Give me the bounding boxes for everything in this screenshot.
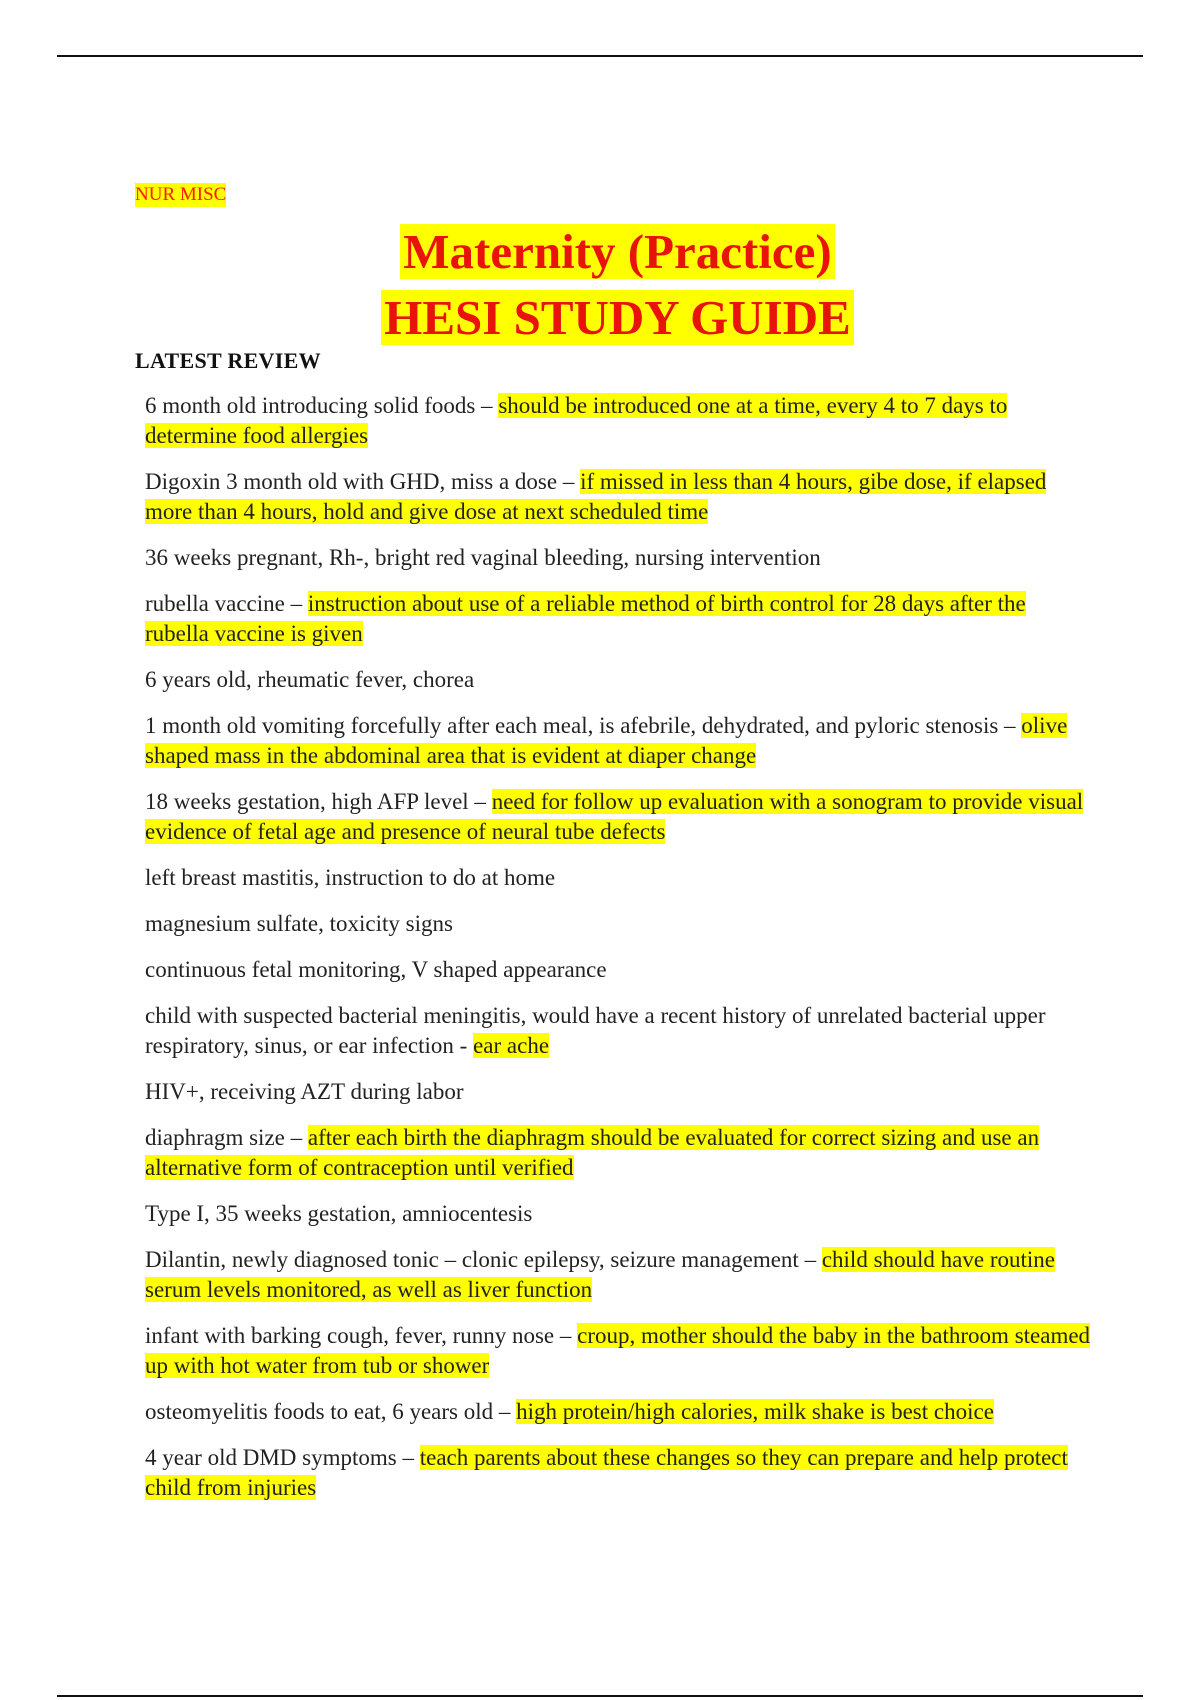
- bottom-rule: [57, 1695, 1143, 1697]
- list-item: [145, 391, 1095, 451]
- entry-prompt: 36 weeks pregnant, Rh-, bright red vaginal bleeding, nursing intervention: [145, 545, 821, 570]
- entry-prompt: osteomyelitis foods to eat, 6 years old –: [145, 1399, 517, 1424]
- entry-prompt: 6 month old introducing solid foods –: [145, 393, 499, 418]
- list-item: [145, 787, 1095, 847]
- section-heading: LATEST REVIEW: [135, 348, 321, 373]
- entry-prompt: left breast mastitis, instruction to do at home: [145, 865, 556, 890]
- list-item: [145, 1077, 1095, 1107]
- entry-answer: should be introduced one at a time, every 4 to 7 days to determine food allergies: [145, 393, 1008, 448]
- list-item: [145, 1123, 1095, 1183]
- entry-prompt: diaphragm size –: [145, 1125, 308, 1150]
- entry-answer: ear ache: [473, 1033, 550, 1058]
- list-item: [145, 1397, 1095, 1427]
- list-item: [145, 1199, 1095, 1229]
- entry-answer: after each birth the diaphragm should be evaluated for correct sizing and use an alternative form of contraception until verified: [145, 1125, 1040, 1180]
- entry-answer: teach parents about these changes so they can prepare and help protect child from injuries: [145, 1445, 1068, 1500]
- list-item: [145, 1321, 1095, 1381]
- entry-prompt: 6 years old, rheumatic fever, chorea: [145, 667, 475, 692]
- entry-answer: instruction about use of a reliable method of birth control for 28 days after the rubella vaccine is given: [145, 591, 1026, 646]
- document-title: [0, 222, 1200, 282]
- list-item: [145, 955, 1095, 985]
- list-item: [145, 665, 1095, 695]
- list-item: [145, 543, 1095, 573]
- entry-prompt: Type I, 35 weeks gestation, amniocentesis: [145, 1201, 533, 1226]
- title-line-2: HESI STUDY GUIDE: [381, 290, 854, 345]
- entry-answer: high protein/high calories, milk shake is best choice: [516, 1399, 994, 1424]
- top-rule: [57, 55, 1143, 57]
- document-subtitle: [0, 288, 1200, 348]
- entry-prompt: 1 month old vomiting forcefully after each meal, is afebrile, dehydrated, and pyloric stenosis –: [145, 713, 1022, 738]
- entries-list: [145, 391, 1095, 1519]
- list-item: [145, 467, 1095, 527]
- entry-answer: if missed in less than 4 hours, gibe dose, if elapsed more than 4 hours, hold and give dose at next scheduled time: [145, 469, 1047, 524]
- entry-answer: child should have routine serum levels monitored, as well as liver function: [145, 1247, 1055, 1302]
- entry-answer: need for follow up evaluation with a sonogram to provide visual evidence of fetal age and presence of neural tube defects: [145, 789, 1084, 844]
- entry-prompt: rubella vaccine –: [145, 591, 308, 616]
- entry-answer: croup, mother should the baby in the bathroom steamed up with hot water from tub or shower: [145, 1323, 1091, 1378]
- entry-prompt: Digoxin 3 month old with GHD, miss a dose –: [145, 469, 581, 494]
- entry-prompt: 18 weeks gestation, high AFP level –: [145, 789, 492, 814]
- course-tag: NUR MISC: [135, 184, 227, 205]
- title-line-1: Maternity (Practice): [400, 224, 835, 279]
- list-item: [145, 863, 1095, 893]
- entry-prompt: HIV+, receiving AZT during labor: [145, 1079, 464, 1104]
- list-item: [145, 1443, 1095, 1503]
- entry-answer: olive shaped mass in the abdominal area that is evident at diaper change: [145, 713, 1068, 768]
- list-item: [145, 1001, 1095, 1061]
- entry-prompt: 4 year old DMD symptoms –: [145, 1445, 420, 1470]
- entry-prompt: infant with barking cough, fever, runny nose –: [145, 1323, 578, 1348]
- entry-prompt: Dilantin, newly diagnosed tonic – clonic epilepsy, seizure management –: [145, 1247, 822, 1272]
- entry-prompt: magnesium sulfate, toxicity signs: [145, 911, 453, 936]
- list-item: [145, 1245, 1095, 1305]
- entry-prompt: continuous fetal monitoring, V shaped appearance: [145, 957, 607, 982]
- list-item: [145, 711, 1095, 771]
- list-item: [145, 589, 1095, 649]
- entry-prompt: child with suspected bacterial meningitis, would have a recent history of unrelated bacterial upper respiratory, sinus, or ear infection -: [145, 1003, 1046, 1058]
- list-item: [145, 909, 1095, 939]
